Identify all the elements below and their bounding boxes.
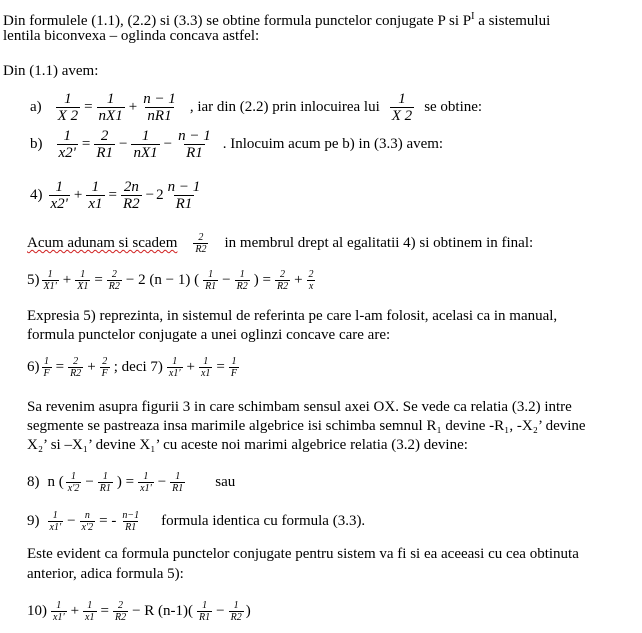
expresia-line-1: Expresia 5) reprezinta, in sistemul de referinta pe care l-am folosit, acelasi ca in manual,	[27, 308, 558, 324]
equation-8: 8) n ( $\frac{1}{x'2}$ − $\frac{1}{R1}$ ) = $\frac{1}{x1'}$ − $\frac{1}{R1}$ sau	[27, 470, 236, 494]
equation-4: 4) $\frac{1}{x2'}$ + $\frac{1}{x1}$ = $\frac{2n}{R2}$ − 2 $\frac{n - 1}{R1}$	[30, 178, 201, 212]
revenim-line-3: X₂’ si –X₁’ devine X₁’ cu aceste noi marimi algebrice relatia (3.2) devine:	[27, 437, 468, 453]
intro-line-2: lentila biconvexa – oglinda concava astfel:	[3, 28, 260, 44]
acum-line: Acum adunam si scadem $\frac{2}{R2}$ in membrul drept al egalitatii 4) si obtinem in final:	[27, 231, 534, 255]
frac-a1: $\frac{1}{X 2}$	[57, 90, 79, 124]
evident-line-1: Este evident ca formula punctelor conjugate pentru sistem va fi si ea aceeasi cu cea obtinuta	[27, 546, 579, 562]
frac-a2: $\frac{1}{nX1}$	[98, 90, 123, 124]
intro-line-1: Din formulele (1.1), (2.2) si (3.3) se obtine formula punctelor conjugate P si $P^I$ a sistemului	[3, 11, 551, 29]
equation-5: 5) $\frac{1}{X1'}$ + $\frac{1}{X1}$ = $\frac{2}{R2}$ − 2 (n − 1) ( $\frac{1}{R1}$ − $\frac{1}{R2}$ ) = $\frac{2}{R2}$ + $\frac{2}{x}$	[27, 268, 314, 292]
revenim-line-2: segmente se pastreaza insa marimile algebrice isi schimba semnul R₁ devine -R₁, -X₂’ devine	[27, 418, 586, 434]
frac-a4: $\frac{1}{X 2}$	[391, 90, 413, 124]
din-11-text: Din (1.1) avem:	[3, 63, 99, 79]
label-a: a)	[30, 99, 42, 115]
evident-line-2: anterior, adica formula 5):	[27, 566, 184, 582]
revenim-line-1: Sa revenim asupra figurii 3 in care schimbam sensul axei OX. Se vede ca relatia (3.2) intre	[27, 399, 572, 415]
equation-9: 9) $\frac{1}{x1'}$ − $\frac{n}{x'2}$ = - $\frac{n-1}{R1}$ formula identica cu formula (3.3).	[27, 509, 366, 533]
equation-10: 10) $\frac{1}{x1'}$ + $\frac{1}{x1}$ = $\frac{2}{R2}$ − R (n-1)( $\frac{1}{R1}$ − $\frac{1}{R2}$ )	[27, 599, 251, 623]
expresia-line-2: formula punctelor conjugate a unei oglinzi concave care are:	[27, 327, 391, 343]
equation-b: b) $\frac{1}{x2'}$ = $\frac{2}{R1}$ − $\frac{1}{nX1}$ − $\frac{n - 1}{R1}$ . Inlocuim acum pe b) in (3.3) avem:	[30, 127, 444, 161]
frac-a3: $\frac{n - 1}{nR1}$	[143, 90, 176, 124]
equation-a: a) $\frac{1}{X 2}$ = $\frac{1}{nX1}$ + $\frac{n - 1}{nR1}$ , iar din (2.2) prin inlocuirea lui $\frac{1}{X 2}$ se obtine:	[30, 90, 483, 124]
equation-6-7: 6) $\frac{1}{F}$ = $\frac{2}{R2}$ + $\frac{2}{F}$ ; deci 7) $\frac{1}{x1'}$ + $\frac{1}{x1}$ = $\frac{1}{F}$	[27, 355, 237, 379]
